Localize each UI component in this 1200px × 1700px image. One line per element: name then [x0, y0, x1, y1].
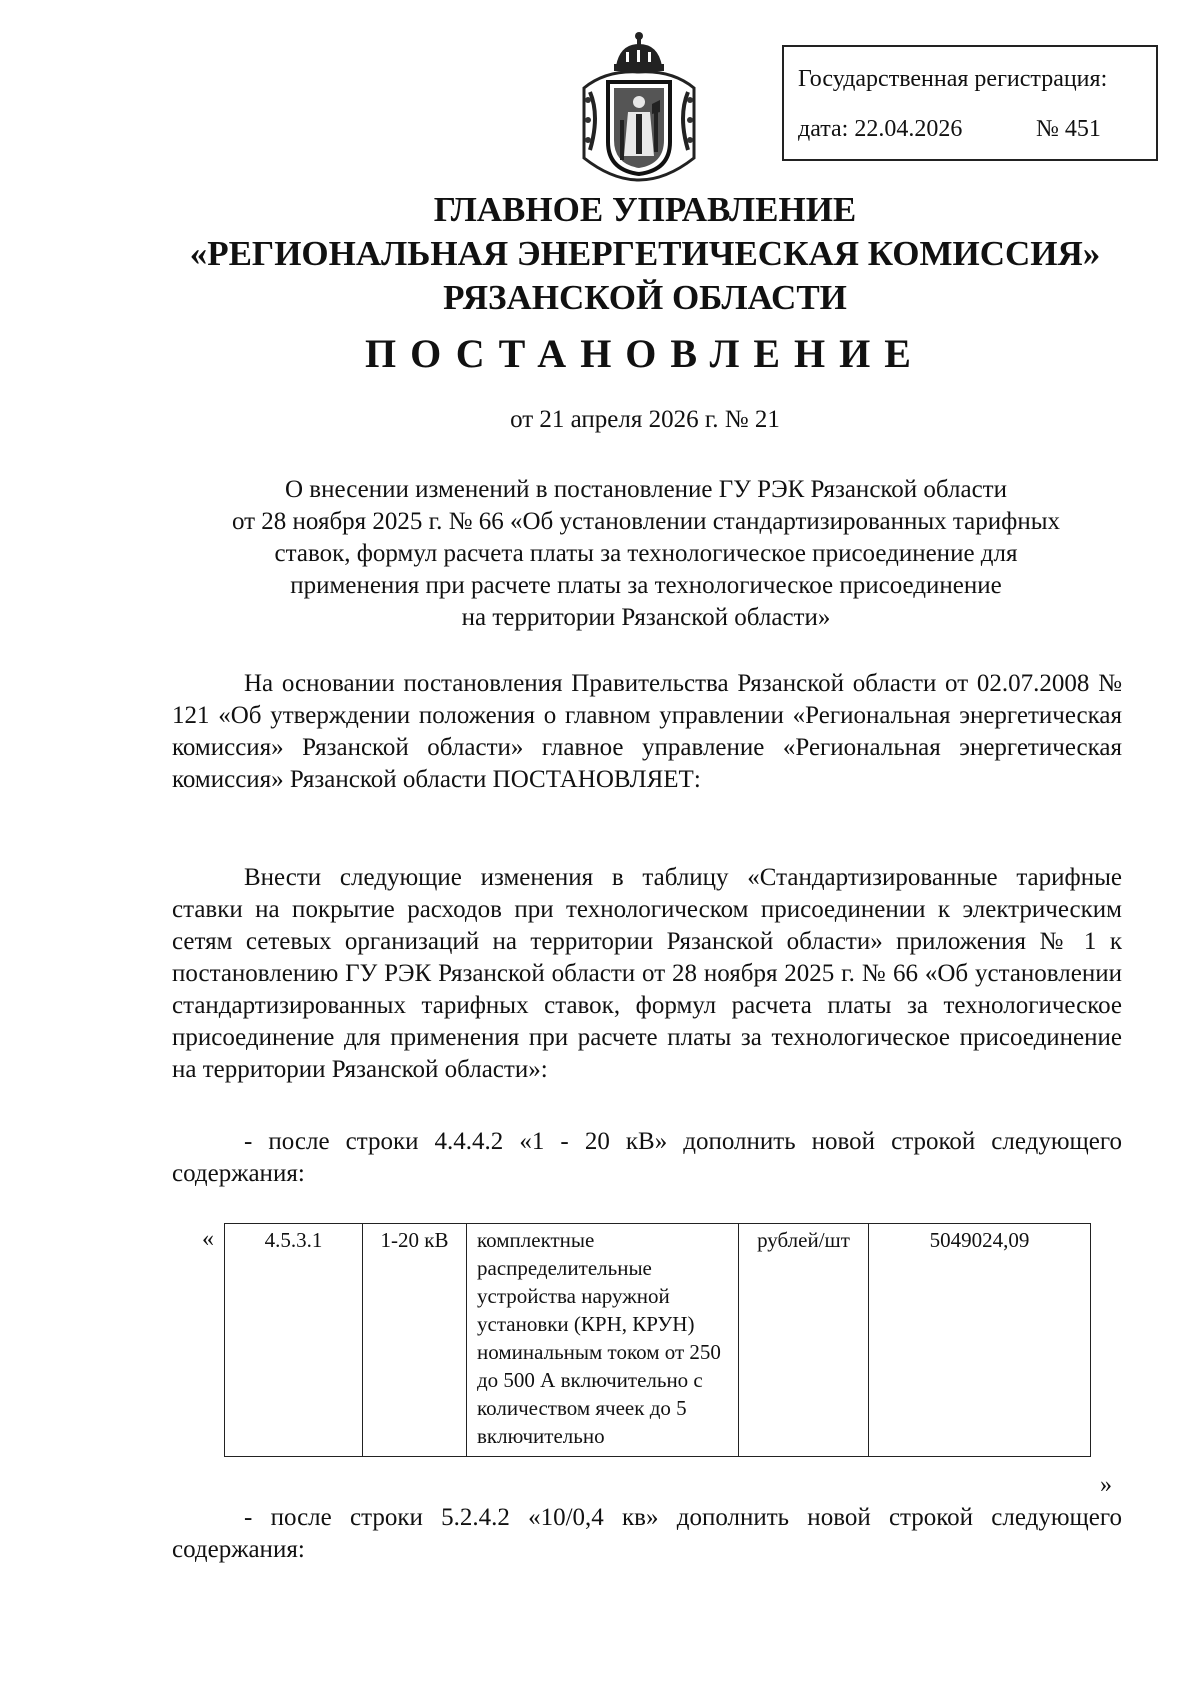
insert-instruction-1: - после строки 4.4.4.2 «1 - 20 кВ» дополнить новой строкой следующего содержания:	[172, 1128, 1122, 1187]
registration-number: № 451	[1036, 116, 1101, 142]
table-row	[225, 1224, 1091, 1457]
document-subject	[160, 474, 1132, 634]
subject-line: применения при расчете платы за технологическое присоединение	[290, 572, 1002, 599]
insert-instruction-2: - после строки 5.2.4.2 «10/0,4 кв» дополнить новой строкой следующего содержания:	[172, 1504, 1122, 1563]
document-date: от 21 апреля 2026 г. № 21	[510, 406, 780, 433]
organization-line: ГЛАВНОЕ УПРАВЛЕНИЕ	[433, 190, 857, 229]
amendment-table	[224, 1223, 1091, 1457]
organization-line: «РЕГИОНАЛЬНАЯ ЭНЕРГЕТИЧЕСКАЯ КОМИССИЯ»	[189, 234, 1101, 273]
basis-paragraph: На основании постановления Правительства Рязанской области от 02.07.2008 № 121 «Об утверждении положения о главном управлении «Региональная энергетическая комиссия» Рязанской области» главное управление «Региональная энергетическая комиссия» Рязанской области ПОСТАНОВЛЯЕТ:	[172, 670, 1122, 793]
subject-line: ставок, формул расчета платы за технологическое присоединение для	[274, 540, 1018, 567]
registration-title: Государственная регистрация:	[798, 66, 1108, 92]
unit-cell: рублей/шт	[739, 1224, 869, 1457]
description-cell: комплектные распределительные устройства наружной установки (КРН, КРУН) номинальным током от 250 до 500 А включительно с количеством ячеек до 5 включительно	[467, 1224, 739, 1457]
registration-stamp	[782, 45, 1158, 161]
subject-line: О внесении изменений в постановление ГУ РЭК Рязанской области	[285, 476, 1007, 503]
amendment-paragraph: Внести следующие изменения в таблицу «Стандартизированные тарифные ставки на покрытие расходов при технологическом присоединении к электрическим сетям сетевых организаций на территории Рязанской области» приложения № 1 к постановлению ГУ РЭК Рязанской области от 28 ноября 2025 г. № 66 «Об установлении стандартизированных тарифных ставок, формул расчета платы за технологическое присоединение для применения при расчете платы за технологическое присоединение на территории Рязанской области»:	[172, 864, 1122, 1083]
row-number-cell: 4.5.3.1	[225, 1224, 363, 1457]
document-type: ПОСТАНОВЛЕНИЕ	[365, 331, 925, 376]
organization-header	[100, 188, 1190, 320]
voltage-cell: 1-20 кВ	[363, 1224, 467, 1457]
subject-line: на территории Рязанской области»	[461, 604, 831, 631]
subject-line: от 28 ноября 2025 г. № 66 «Об установлении стандартизированных тарифных	[231, 508, 1061, 535]
quote-close: »	[1100, 1472, 1112, 1498]
value-cell: 5049024,09	[869, 1224, 1091, 1457]
registration-date: дата: 22.04.2026	[798, 116, 963, 142]
coat-of-arms-icon	[576, 30, 702, 182]
quote-open: «	[202, 1226, 214, 1252]
organization-line: РЯЗАНСКОЙ ОБЛАСТИ	[443, 278, 847, 317]
